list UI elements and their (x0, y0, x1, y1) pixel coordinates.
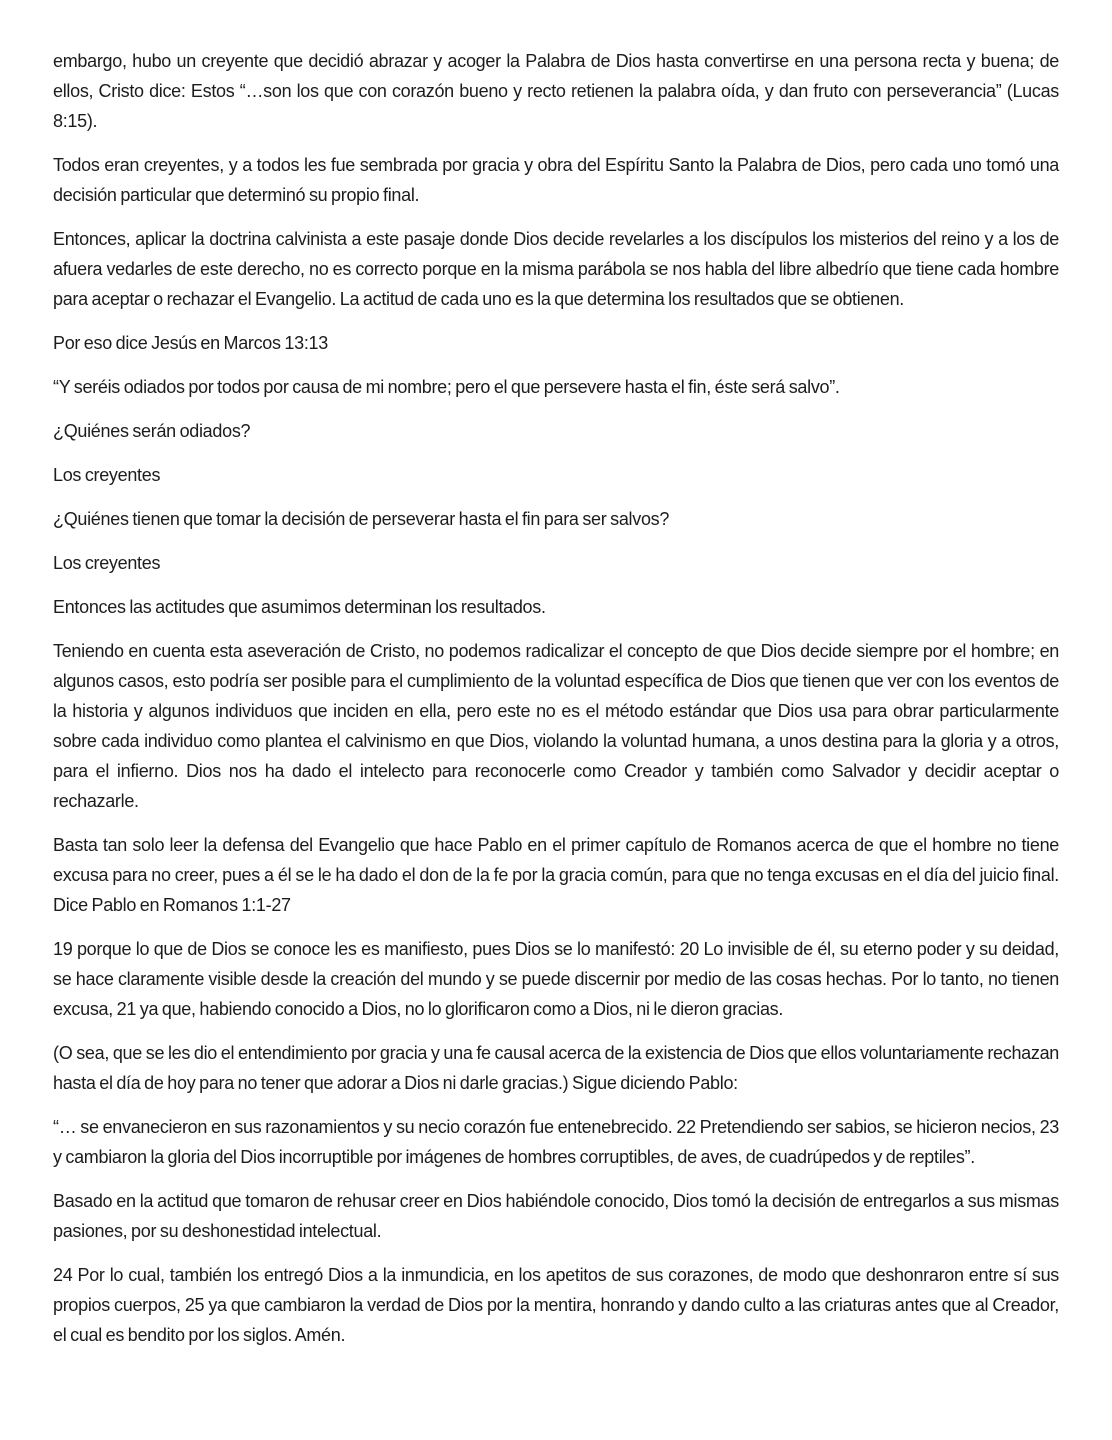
paragraph-pablo-defense: Basta tan solo leer la defensa del Evangelio que hace Pablo en el primer capítulo de Romanos acerca de que el hombre no tiene excusa para no creer, pues a él se le ha dado el don de la fe por la gracia común, para que no tenga excusas en el día del juicio final. Dice Pablo en Romanos 1:1-27 (53, 835, 1059, 915)
paragraph-attitudes-results: Entonces las actitudes que asumimos determinan los resultados. (53, 597, 546, 617)
paragraph-free-will: Teniendo en cuenta esta aseveración de Cristo, no podemos radicalizar el concepto de que Dios decide siempre por el hombre; en algunos casos, esto podría ser posible para el cumplimiento de la voluntad específica de Dios que tienen que ver con los eventos de la historia y algunos individuos que inciden en ella, pero este no es el método estándar que Dios usa para obrar particularmente sobre cada individuo como plantea el calvinismo en que Dios, violando la voluntad humana, a unos destina para la gloria y a otros, para el infierno. Dios nos ha dado el intelecto para reconocerle como Creador y también como Salvador y decidir aceptar o rechazarle. (53, 641, 1059, 811)
paragraph-romanos-22-23: “… se envanecieron en sus razonamientos y su necio corazón fue entenebrecido. 22 Pretendiendo ser sabios, se hicieron necios, 23 y cambiaron la gloria del Dios incorruptible por imágenes de hombres corruptibles, de aves, de cuadrúpedos y de reptiles”. (53, 1117, 1059, 1167)
paragraph-question-hated: ¿Quiénes serán odiados? (53, 421, 251, 441)
paragraph-romanos-24-25: 24 Por lo cual, también los entregó Dios a la inmundicia, en los apetitos de sus corazones, de modo que deshonraron entre sí sus propios cuerpos, 25 ya que cambiaron la verdad de Dios por la mentira, honrando y dando culto a las criaturas antes que al Creador, el cual es bendito por los siglos. Amén. (53, 1265, 1059, 1345)
paragraph-answer-believers-2: Los creyentes (53, 553, 161, 573)
paragraph-question-persevere: ¿Quiénes tienen que tomar la decisión de perseverar hasta el fin para ser salvos? (53, 509, 670, 529)
paragraph-sower-believer: embargo, hubo un creyente que decidió abrazar y acoger la Palabra de Dios hasta convertirse en una persona recta y buena; de ellos, Cristo dice: Estos “…son los que con corazón bueno y recto retienen la palabra oída, y dan fruto con perseverancia” (Lucas 8:15). (53, 51, 1059, 131)
paragraph-parenthetical: (O sea, que se les dio el entendimiento por gracia y una fe causal acerca de la existencia de Dios que ellos voluntariamente rechazan hasta el día de hoy para no tener que adorar a Dios ni darle gracias.) Sigue diciendo Pablo: (53, 1043, 1059, 1093)
document-body (53, 46, 1059, 1350)
paragraph-calvinist-doctrine: Entonces, aplicar la doctrina calvinista a este pasaje donde Dios decide revelarles a los discípulos los misterios del reino y a los de afuera vedarles de este derecho, no es correcto porque en la misma parábola se nos habla del libre albedrío que tiene cada hombre para aceptar o rechazar el Evangelio. La actitud de cada uno es la que determina los resultados que se obtienen. (53, 229, 1059, 309)
paragraph-refusal-attitude: Basado en la actitud que tomaron de rehusar creer en Dios habiéndole conocido, Dios tomó la decisión de entregarlos a sus mismas pasiones, por su deshonestidad intelectual. (53, 1191, 1059, 1241)
paragraph-marcos-quote: “Y seréis odiados por todos por causa de mi nombre; pero el que persevere hasta el fin, éste será salvo”. (53, 377, 840, 397)
paragraph-all-believers: Todos eran creyentes, y a todos les fue sembrada por gracia y obra del Espíritu Santo la Palabra de Dios, pero cada uno tomó una decisión particular que determinó su propio final. (53, 155, 1059, 205)
paragraph-answer-believers-1: Los creyentes (53, 465, 161, 485)
paragraph-romanos-19-21: 19 porque lo que de Dios se conoce les es manifiesto, pues Dios se lo manifestó: 20 Lo invisible de él, su eterno poder y su deidad, se hace claramente visible desde la creación del mundo y se puede discernir por medio de las cosas hechas. Por lo tanto, no tienen excusa, 21 ya que, habiendo conocido a Dios, no lo glorificaron como a Dios, ni le dieron gracias. (53, 939, 1059, 1019)
paragraph-marcos-intro: Por eso dice Jesús en Marcos 13:13 (53, 333, 328, 353)
